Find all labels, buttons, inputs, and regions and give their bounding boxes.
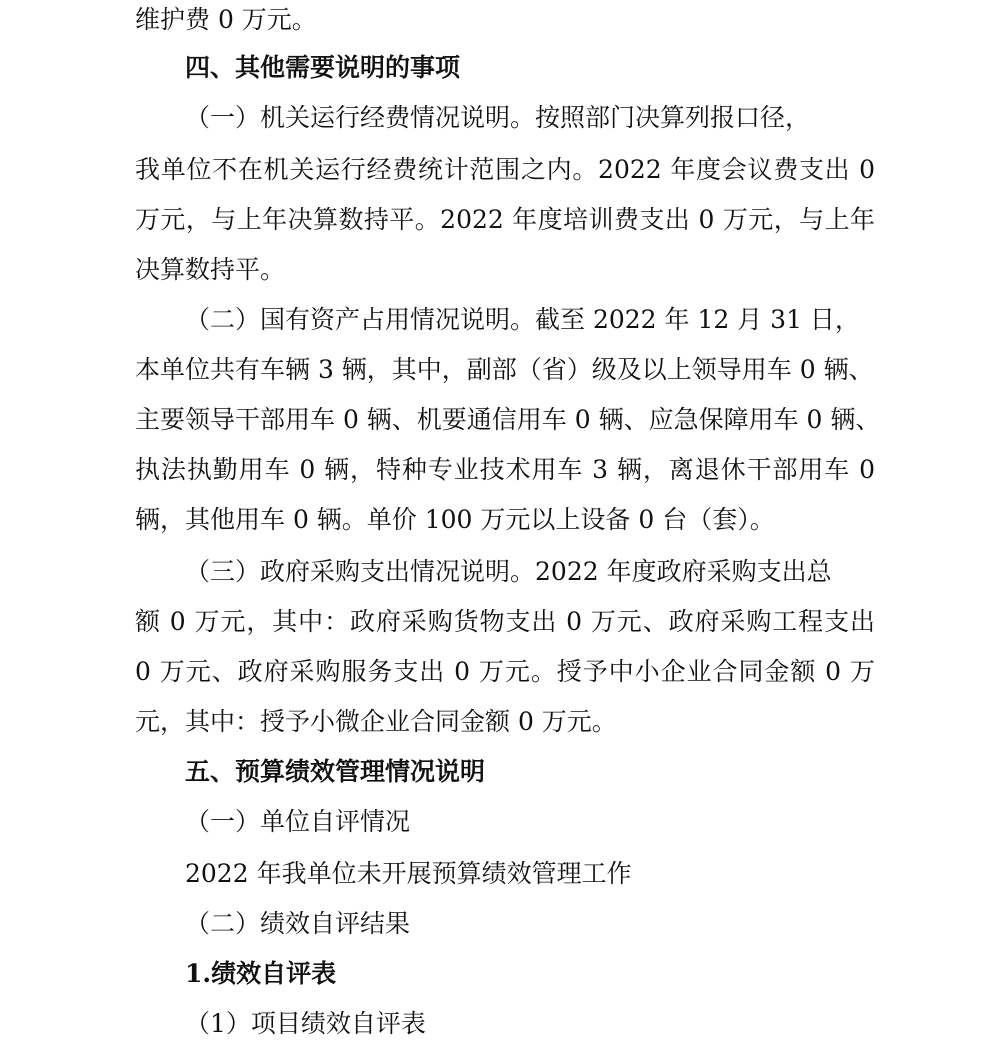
paragraph-line: 0 万元、政府采购服务支出 0 万元。授予中小企业合同金额 0 万: [135, 657, 875, 686]
list-item: （1）项目绩效自评表: [185, 1009, 426, 1038]
paragraph-line: 本单位共有车辆 3 辆，其中，副部（省）级及以上领导用车 0 辆、: [135, 355, 874, 384]
paragraph-line: 元，其中：授予小微企业合同金额 0 万元。: [135, 707, 617, 736]
subsection-heading: （一）单位自评情况: [185, 807, 411, 836]
paragraph-line: 辆，其他用车 0 辆。单价 100 万元以上设备 0 台（套）。: [135, 505, 775, 534]
paragraph-line: （二）国有资产占用情况说明。截至 2022 年 12 月 31 日，: [185, 305, 860, 334]
paragraph-line: 决算数持平。: [135, 255, 286, 284]
paragraph-line: 2022 年我单位未开展预算绩效管理工作: [185, 859, 632, 888]
paragraph-line: 执法执勤用车 0 辆，特种专业技术用车 3 辆，离退休干部用车 0: [135, 455, 875, 484]
section-heading: 五、预算绩效管理情况说明: [185, 757, 486, 786]
paragraph-line: （一）机关运行经费情况说明。按照部门决算列报口径，: [185, 103, 811, 132]
section-heading: 四、其他需要说明的事项: [185, 53, 461, 82]
subheading-bold: 1.绩效自评表: [185, 959, 337, 988]
text-line: 维护费 0 万元。: [135, 5, 317, 34]
subsection-heading: （二）绩效自评结果: [185, 909, 411, 938]
paragraph-line: （三）政府采购支出情况说明。2022 年度政府采购支出总: [185, 557, 832, 586]
paragraph-line: 万元，与上年决算数持平。2022 年度培训费支出 0 万元，与上年: [135, 205, 875, 234]
paragraph-line: 主要领导干部用车 0 辆、机要通信用车 0 辆、应急保障用车 0 辆、: [135, 405, 881, 434]
paragraph-line: 额 0 万元，其中：政府采购货物支出 0 万元、政府采购工程支出: [135, 607, 875, 636]
paragraph-line: 我单位不在机关运行经费统计范围之内。2022 年度会议费支出 0: [135, 155, 875, 184]
